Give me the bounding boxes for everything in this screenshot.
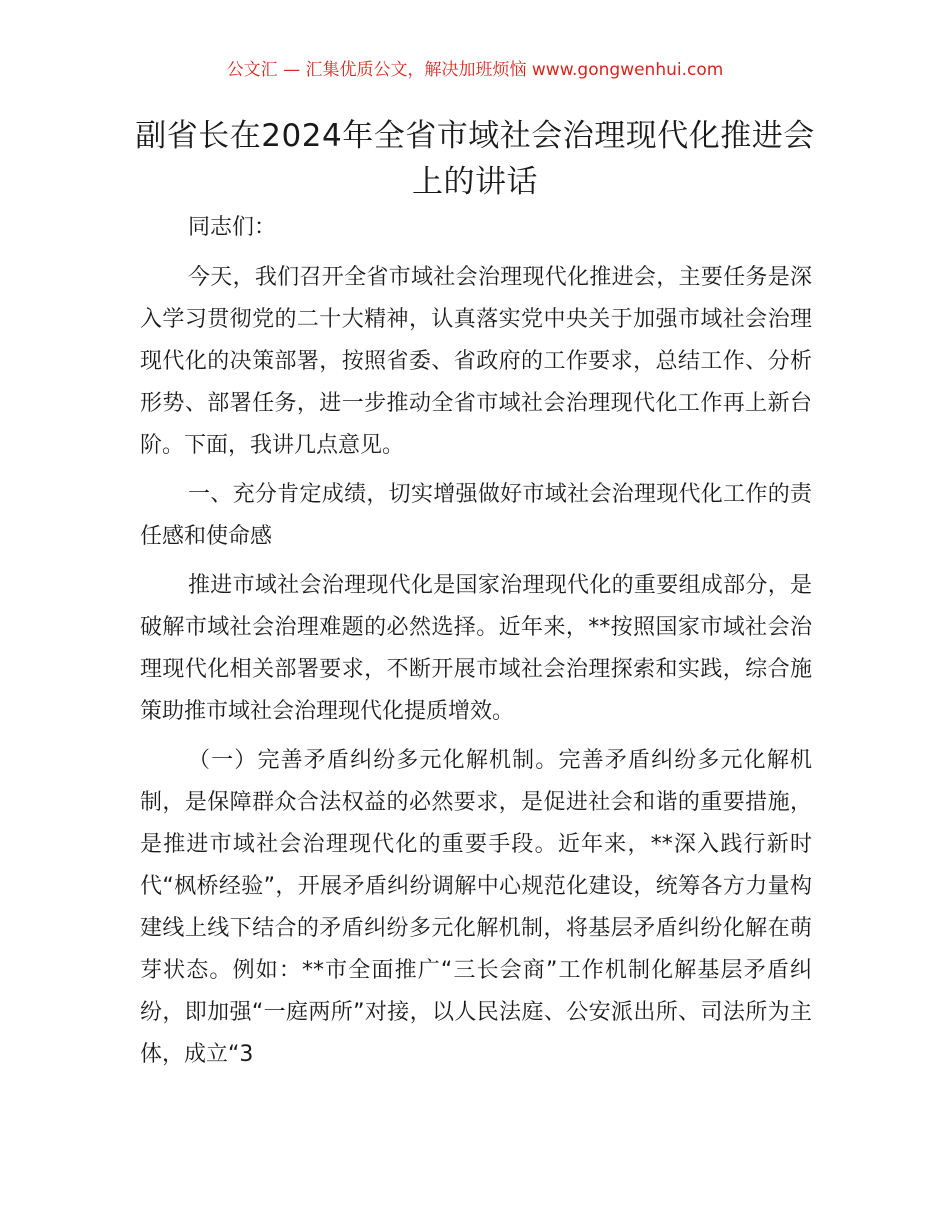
greeting: 同志们： [188, 215, 277, 240]
section-heading-1: 一、充分肯定成绩，切实增强做好市域社会治理现代化工作的责任感和使命感 [140, 482, 812, 549]
paragraph-intro: 今天，我们召开全省市域社会治理现代化推进会，主要任务是深入学习贯彻党的二十大精神，认真落实党中央关于加强市域社会治理现代化的决策部署，按照省委、省政府的工作要求，总结工作、分析形势、部署任务，进一步推动全省市域社会治理现代化工作再上新台阶。下面，我讲几点意见。 [140, 265, 812, 458]
document-title: 副省长在2024年全省市域社会治理现代化推进会上的讲话 [135, 118, 815, 200]
paragraph-subsection-1: （一）完善矛盾纠纷多元化解机制。完善矛盾纠纷多元化解机制，是保障群众合法权益的必然要求，是促进社会和谐的重要措施，是推进市域社会治理现代化的重要手段。近年来，**深入践行新时代“枫桥经验”，开展矛盾纠纷调解中心规范化建设，统筹各方力量构建线上线下结合的矛盾纠纷多元化解机制，将基层矛盾纠纷化解在萌芽状态。例如：**市全面推广“三长会商”工作机制化解基层矛盾纠纷，即加强“一庭两所”对接，以人民法庭、公安派出所、司法所为主体，成立“3 [140, 748, 812, 1067]
paragraph-section-1: 推进市域社会治理现代化是国家治理现代化的重要组成部分，是破解市域社会治理难题的必然选择。近年来，**按照国家市域社会治理现代化相关部署要求，不断开展市域社会治理探索和实践，综合施策助推市域社会治理现代化提质增效。 [140, 573, 812, 724]
document-body [140, 207, 812, 1083]
watermark-header[interactable]: 公文汇 — 汇集优质公文，解决加班烦恼 www.gongwenhui.com [226, 60, 724, 80]
